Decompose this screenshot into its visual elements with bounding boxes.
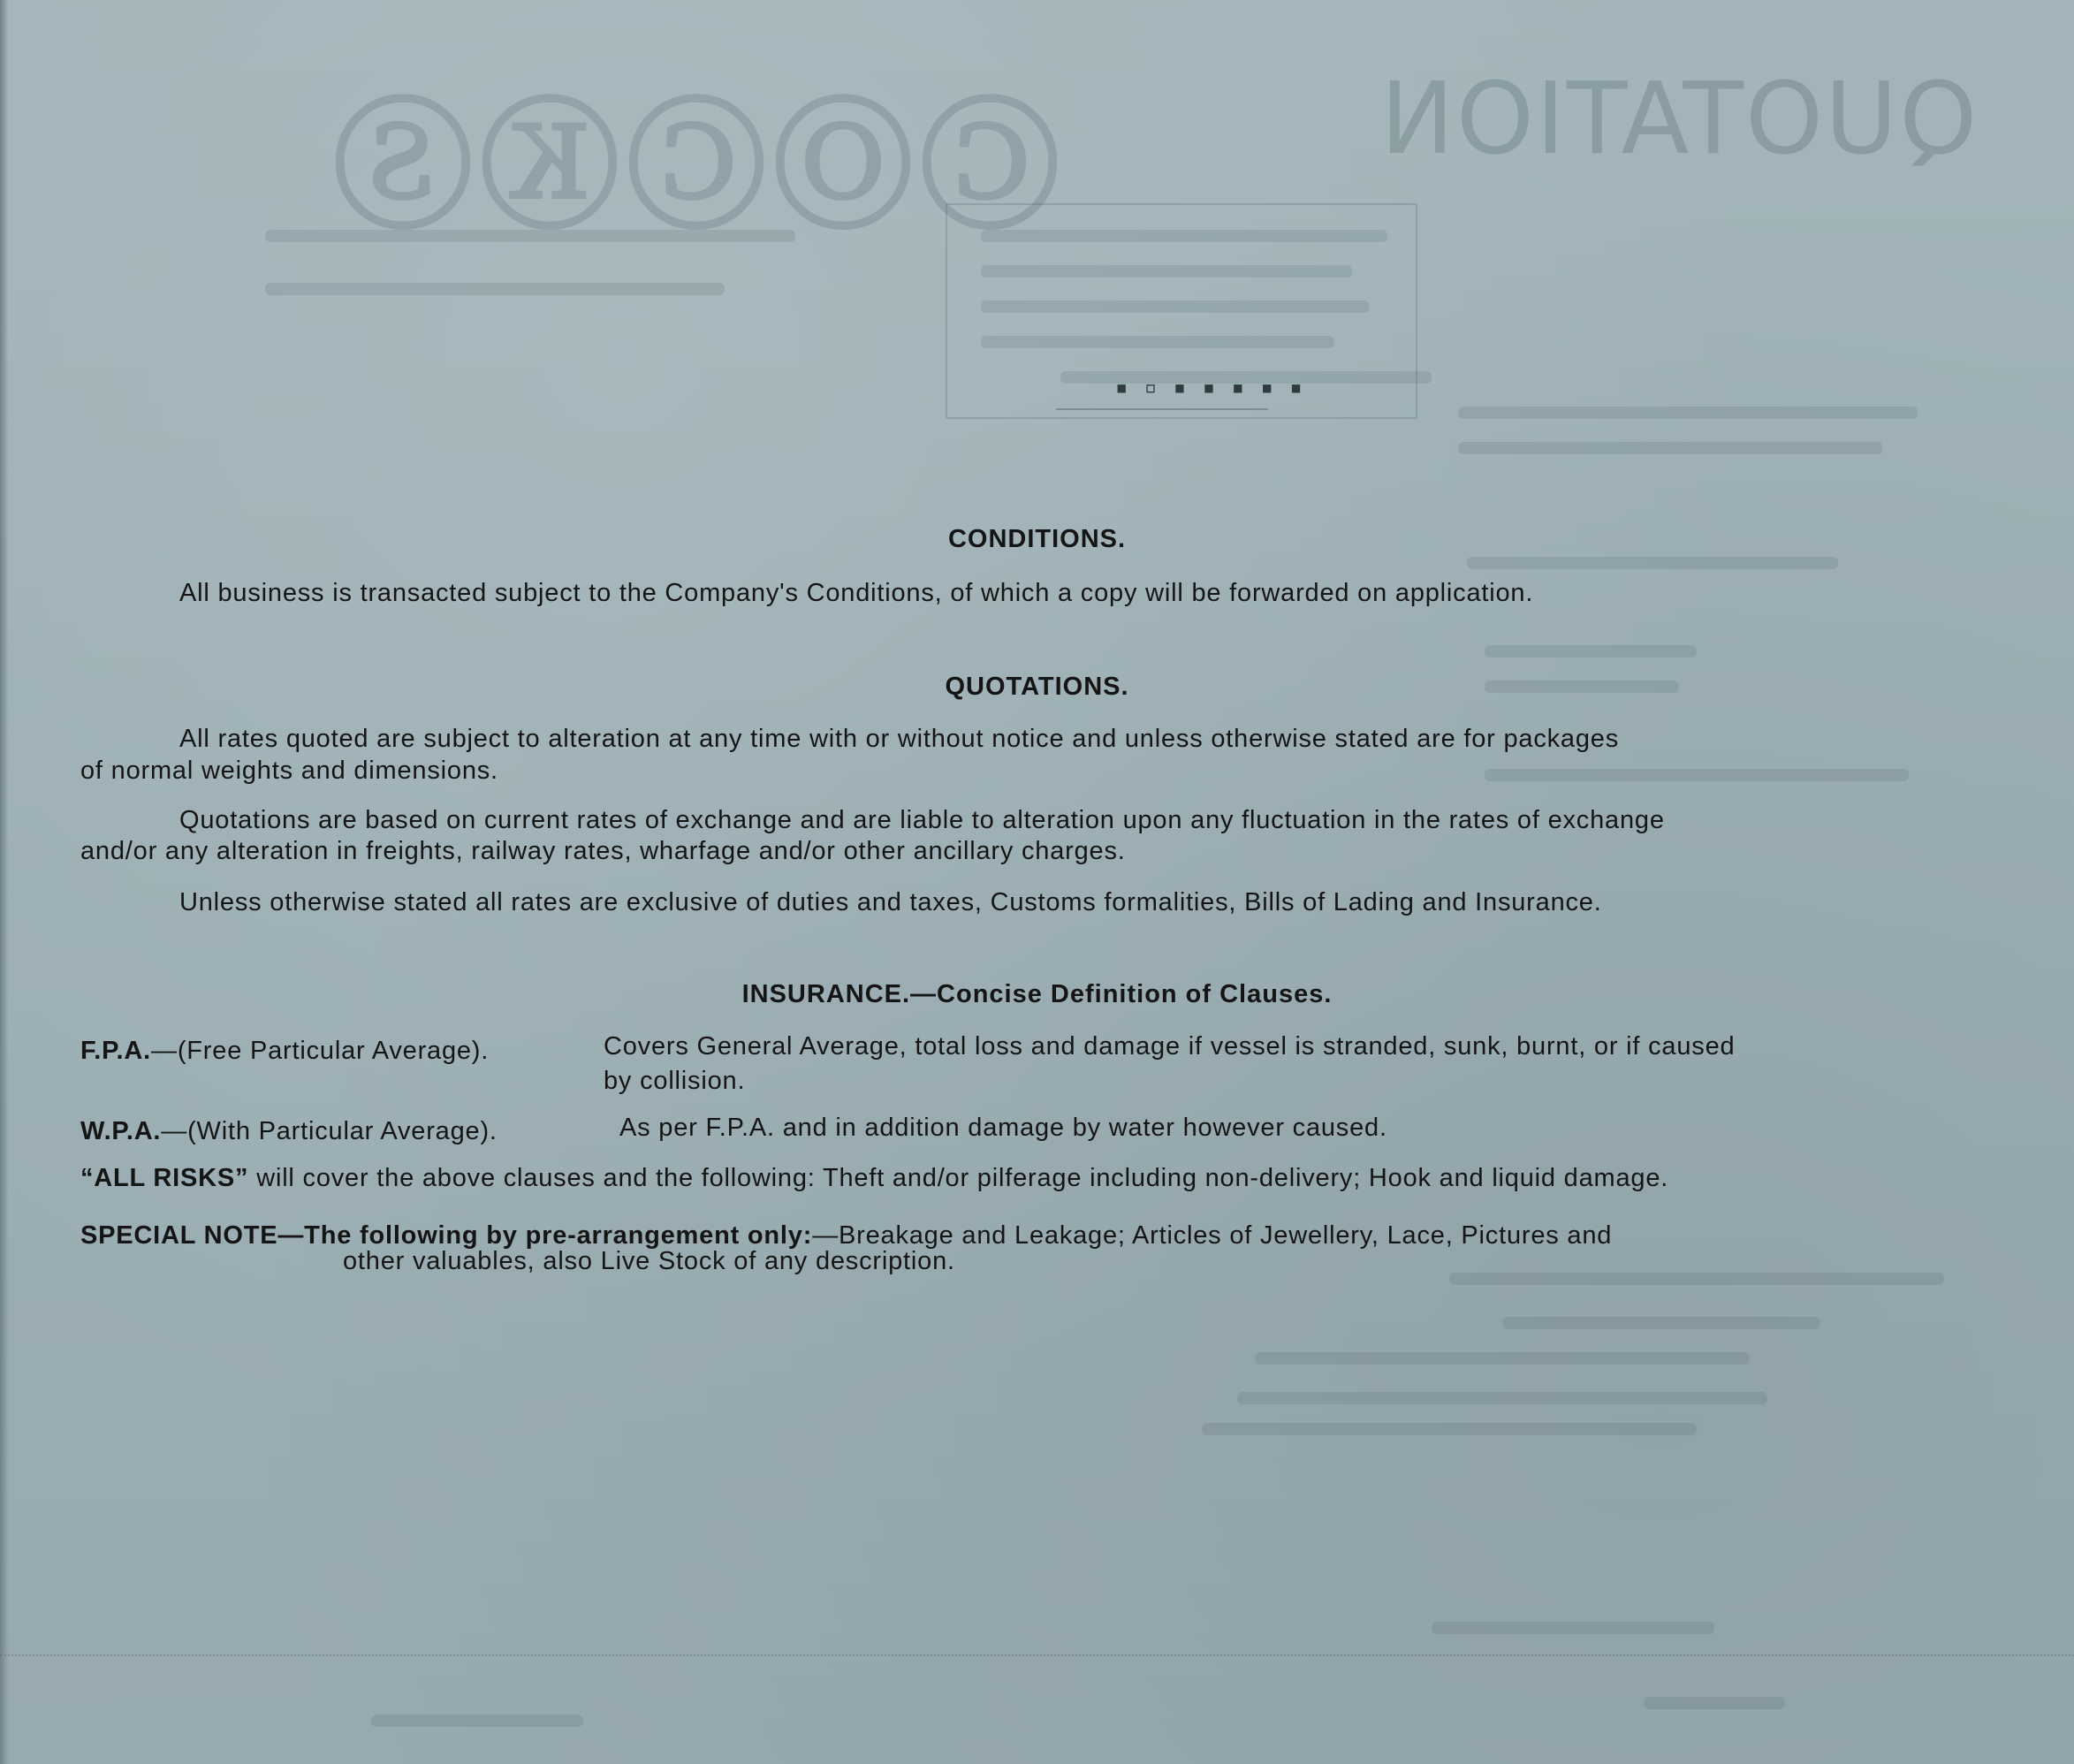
special-note-text-1: —Breakage and Leakage; Articles of Jewellery, Lace, Pictures and (812, 1221, 1613, 1250)
fpa-clause-text-line-1: Covers General Average, total loss and damage if vessel is stranded, sunk, burnt, or if caused (604, 1032, 1736, 1061)
show-through-line (1449, 1273, 1944, 1285)
show-through-line (1432, 1622, 1714, 1634)
wpa-label: W.P.A. (80, 1117, 162, 1145)
conditions-heading: CONDITIONS. (947, 525, 1127, 553)
wpa-definition-name: —(With Particular Average). (161, 1117, 498, 1145)
conditions-text: All business is transacted subject to the Company's Conditions, of which a copy will be forwarded on application. (179, 579, 1534, 607)
show-through-line (265, 230, 795, 242)
wpa-clause-text: As per F.P.A. and in addition damage by water however caused. (619, 1114, 1387, 1142)
show-through-line (1644, 1697, 1785, 1709)
show-through-line (371, 1715, 583, 1727)
show-through-line (1202, 1423, 1697, 1435)
all-risks-label: “ALL RISKS” (80, 1164, 249, 1192)
show-through-line (1255, 1352, 1750, 1365)
show-through-letterhead-mark: ⒸⓄⒸⓀⓈ (327, 84, 1061, 249)
show-through-line (1237, 1392, 1767, 1404)
show-through-line (1485, 769, 1909, 781)
wpa-clause-label (80, 1115, 498, 1147)
fpa-clause-label (80, 1035, 489, 1067)
show-through-line (1467, 557, 1838, 569)
all-risks-text: will cover the above clauses and the following: Theft and/or pilferage including non-delivery; Hook and liquid damage. (256, 1164, 1669, 1192)
show-through-line (981, 230, 1387, 242)
quotations-paragraph-2-line-1: Quotations are based on current rates of exchange and are liable to alteration upon any fluctuation in the rates of exchange (179, 806, 1665, 834)
show-through-line (265, 283, 725, 295)
ink-stamp-mark: ▪ ▫ ▪ ▪ ▪ ▪ ▪ (1115, 375, 1304, 399)
show-through-line (981, 336, 1334, 348)
show-through-line (1502, 1317, 1820, 1329)
quotations-heading: QUOTATIONS. (945, 673, 1129, 701)
quotations-paragraph-1-line-1: All rates quoted are subject to alteration at any time with or without notice and unless otherwise stated are for packages (179, 725, 1620, 753)
show-through-line (1458, 407, 1918, 419)
show-through-line (1485, 645, 1697, 658)
show-through-line (981, 265, 1352, 278)
page-fold-line (0, 1654, 2074, 1656)
fpa-definition-name: —(Free Particular Average). (151, 1037, 490, 1065)
show-through-line (981, 300, 1370, 313)
quotations-paragraph-1-line-2: of normal weights and dimensions. (80, 757, 498, 785)
special-note-label: SPECIAL NOTE—The following by pre-arrangement only: (80, 1221, 813, 1250)
fpa-clause-text-line-2: by collision. (604, 1067, 746, 1095)
insurance-heading: INSURANCE.—Concise Definition of Clauses. (741, 980, 1333, 1008)
paper-edge-shadow (0, 0, 9, 1764)
quotations-paragraph-3: Unless otherwise stated all rates are exclusive of duties and taxes, Customs formalities, Bills of Lading and Insurance. (179, 888, 1602, 916)
all-risks-clause (80, 1162, 1668, 1194)
special-note-line-2: other valuables, also Live Stock of any description. (343, 1247, 955, 1275)
ink-stamp-underline (1056, 408, 1268, 410)
show-through-line (1458, 442, 1882, 454)
show-through-quotation-title: QUOTATION (1379, 62, 1978, 177)
quotations-paragraph-2-line-2: and/or any alteration in freights, railway rates, wharfage and/or other ancillary charges. (80, 837, 1126, 865)
fpa-label: F.P.A. (80, 1037, 152, 1065)
